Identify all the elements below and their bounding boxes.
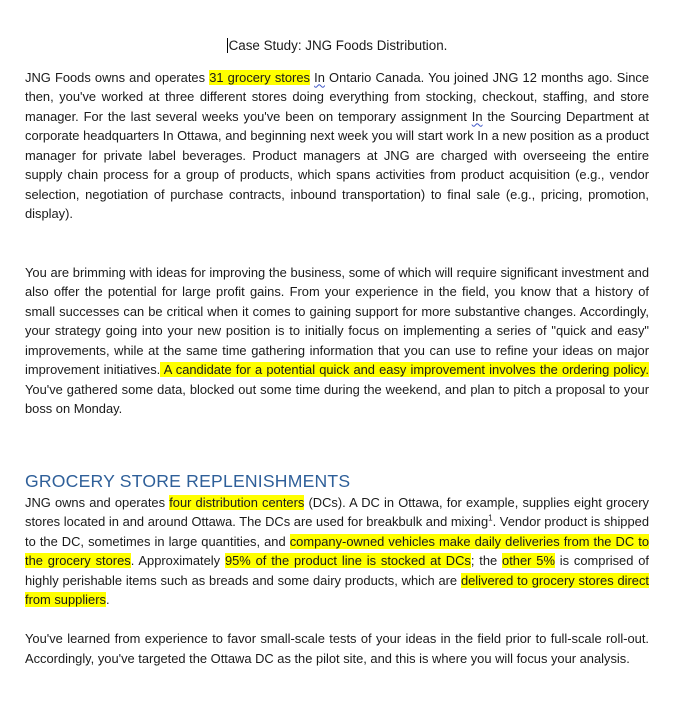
empty-lines (25, 419, 649, 469)
highlighted-text: A candidate for a potential quick and easy improvement involves the ordering policy. (160, 362, 649, 377)
spellcheck-word[interactable]: In (471, 108, 483, 124)
text-cursor (227, 38, 228, 53)
highlighted-text: company-owned vehicles make daily deliveries from the DC to the grocery stores (25, 533, 649, 568)
footnote-reference[interactable]: 1 (488, 513, 493, 523)
empty-lines (25, 224, 649, 263)
document-page[interactable] (25, 36, 649, 668)
intro-paragraph[interactable]: JNG Foods owns and operates 31 grocery stores In Ontario Canada. You joined JNG 12 months ago. Since then, you've worked at three different stores doing everything from stocking, checkout, staffing, and store manager. For the last several weeks you've been on temporary assignment In the Sourcing Department at corporate headquarters In Ottawa, and beginning next week you will start work In a new position as a product manager for private label beverages. Product managers at JNG are charged with overseeing the entire supply chain process for a group of products, which spans activities from product acquisition (e.g., vendor selection, negotiation of purchase contracts, inbound transportation) to final sale (e.g., pricing, promotion, display). (25, 69, 649, 221)
highlighted-text: delivered to grocery stores direct from suppliers (25, 572, 650, 607)
pilot-paragraph[interactable]: You've learned from experience to favor small-scale tests of your ideas in the field prior to full-scale roll-out. Accordingly, you've targeted the Ottawa DC as the pilot site, and this is where you will focus your analysis. (25, 631, 649, 666)
spellcheck-word[interactable]: In (314, 69, 325, 85)
document-title[interactable]: Case Study: JNG Foods Distribution. (228, 38, 448, 53)
highlighted-text: 31 grocery stores (209, 69, 310, 85)
replenishment-paragraph[interactable]: JNG owns and operates four distribution centers (DCs). A DC in Ottawa, for example, supplies eight grocery stores located in and around Ottawa. The DCs are used for breakbulk and mixing$^1$. Vendor product is shipped to the DC, sometimes in large quantities, and company-owned vehicles make daily deliveries from the DC to the grocery stores. Approximately 95% of the product line is stocked at DCs; the other 5% is comprised of highly perishable items such as breads and some dairy products, which are delivered to grocery stores direct from suppliers. (25, 494, 650, 607)
highlighted-text: four distribution centers (169, 494, 305, 510)
highlighted-text: 95% of the product line is stocked at DCs (224, 553, 471, 568)
section-heading[interactable]: GROCERY STORE REPLENISHMENTS (25, 470, 351, 491)
empty-line (25, 610, 649, 630)
highlighted-text: other 5% (502, 553, 555, 568)
ideas-paragraph[interactable]: You are brimming with ideas for improving the business, some of which will require significant investment and also offer the potential for large profit gains. From your experience in the field, you know that a history of small successes can be critical when it comes to gaining support for more substantive changes. Accordingly, your strategy going into your new position is to initially focus on implementing a series of "quick and easy" improvements, while at the same time gathering information that you can use to refine your ideas on major improvement initiatives. A candidate for a potential quick and easy improvement involves the ordering policy. You've gathered some data, blocked out some time during the weekend, and plan to pitch a proposal to your boss on Monday. (25, 264, 649, 416)
